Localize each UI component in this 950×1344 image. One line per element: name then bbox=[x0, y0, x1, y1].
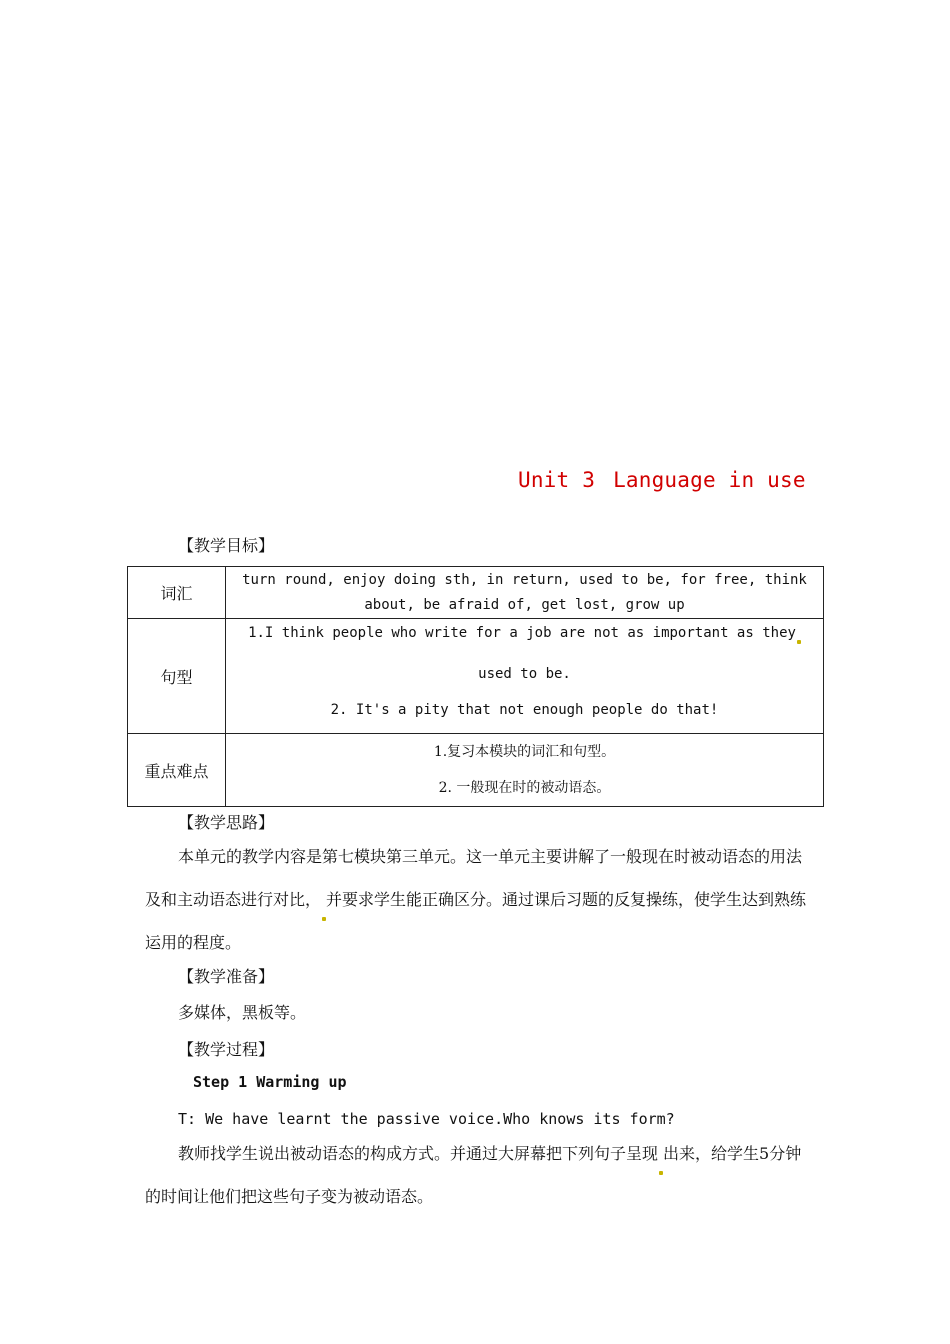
focus-line-2: 2. 一般现在时的被动语态。 bbox=[438, 780, 611, 796]
vocab-line-1: turn round, enjoy doing sth, in return, used to be, for free, think bbox=[242, 571, 807, 588]
process-text-1: 教师找学生说出被动语态的构成方式。并通过大屏幕把下列句子呈现 bbox=[178, 1144, 659, 1163]
vocab-label: 词汇 bbox=[128, 567, 226, 619]
teacher-line: T: We have learnt the passive voice.Who knows its form? bbox=[178, 1110, 675, 1128]
sentences-content bbox=[226, 619, 824, 734]
sentence-line-3: 2. It's a pity that not enough people do that! bbox=[330, 702, 719, 718]
preparation-text: 多媒体，黑板等。 bbox=[178, 1003, 307, 1022]
mark-icon bbox=[797, 640, 801, 644]
unit-number: Unit 3 bbox=[518, 468, 596, 492]
process-text-2: 出来，给学生5分钟的时间让他们把这些句子变为被动语态。 bbox=[145, 1144, 802, 1206]
mark-icon bbox=[322, 917, 326, 921]
objectives-table bbox=[127, 566, 824, 807]
mark-icon bbox=[659, 1171, 663, 1175]
sentence-line-1-text: 1.I think people who write for a job are not as important as they bbox=[248, 625, 796, 641]
vocab-content bbox=[226, 567, 824, 619]
table-row-vocab bbox=[128, 567, 824, 619]
sentences-label: 句型 bbox=[128, 619, 226, 734]
process-paragraph bbox=[145, 1132, 810, 1218]
table-row-focus bbox=[128, 734, 824, 807]
approach-paragraph bbox=[145, 835, 810, 964]
unit-name: Language in use bbox=[613, 468, 806, 492]
table-row-sentences bbox=[128, 619, 824, 734]
section-process: 【教学过程】 bbox=[178, 1040, 275, 1059]
approach-text-1: 本单元的教学内容是第七模块第三单元。这一单元主要讲解了一般现在时被动语态的用法及和主动语态进行对比， bbox=[145, 847, 803, 909]
approach-text-2: 并要求学生能正确区分。通过课后习题的反复操练，使学生达到熟练运用的程度。 bbox=[145, 890, 807, 952]
section-preparation: 【教学准备】 bbox=[178, 967, 275, 986]
step-1-heading: Step 1 Warming up bbox=[193, 1073, 347, 1091]
section-objectives: 【教学目标】 bbox=[178, 536, 275, 555]
sentence-line-1 bbox=[226, 622, 823, 644]
focus-line-1: 1.复习本模块的词汇和句型。 bbox=[433, 744, 616, 760]
section-approach: 【教学思路】 bbox=[178, 813, 275, 832]
sentence-line-2: used to be. bbox=[478, 666, 571, 682]
unit-title bbox=[518, 468, 806, 492]
focus-label: 重点难点 bbox=[128, 734, 226, 807]
focus-content bbox=[226, 734, 824, 807]
vocab-line-2: about, be afraid of, get lost, grow up bbox=[364, 596, 685, 613]
